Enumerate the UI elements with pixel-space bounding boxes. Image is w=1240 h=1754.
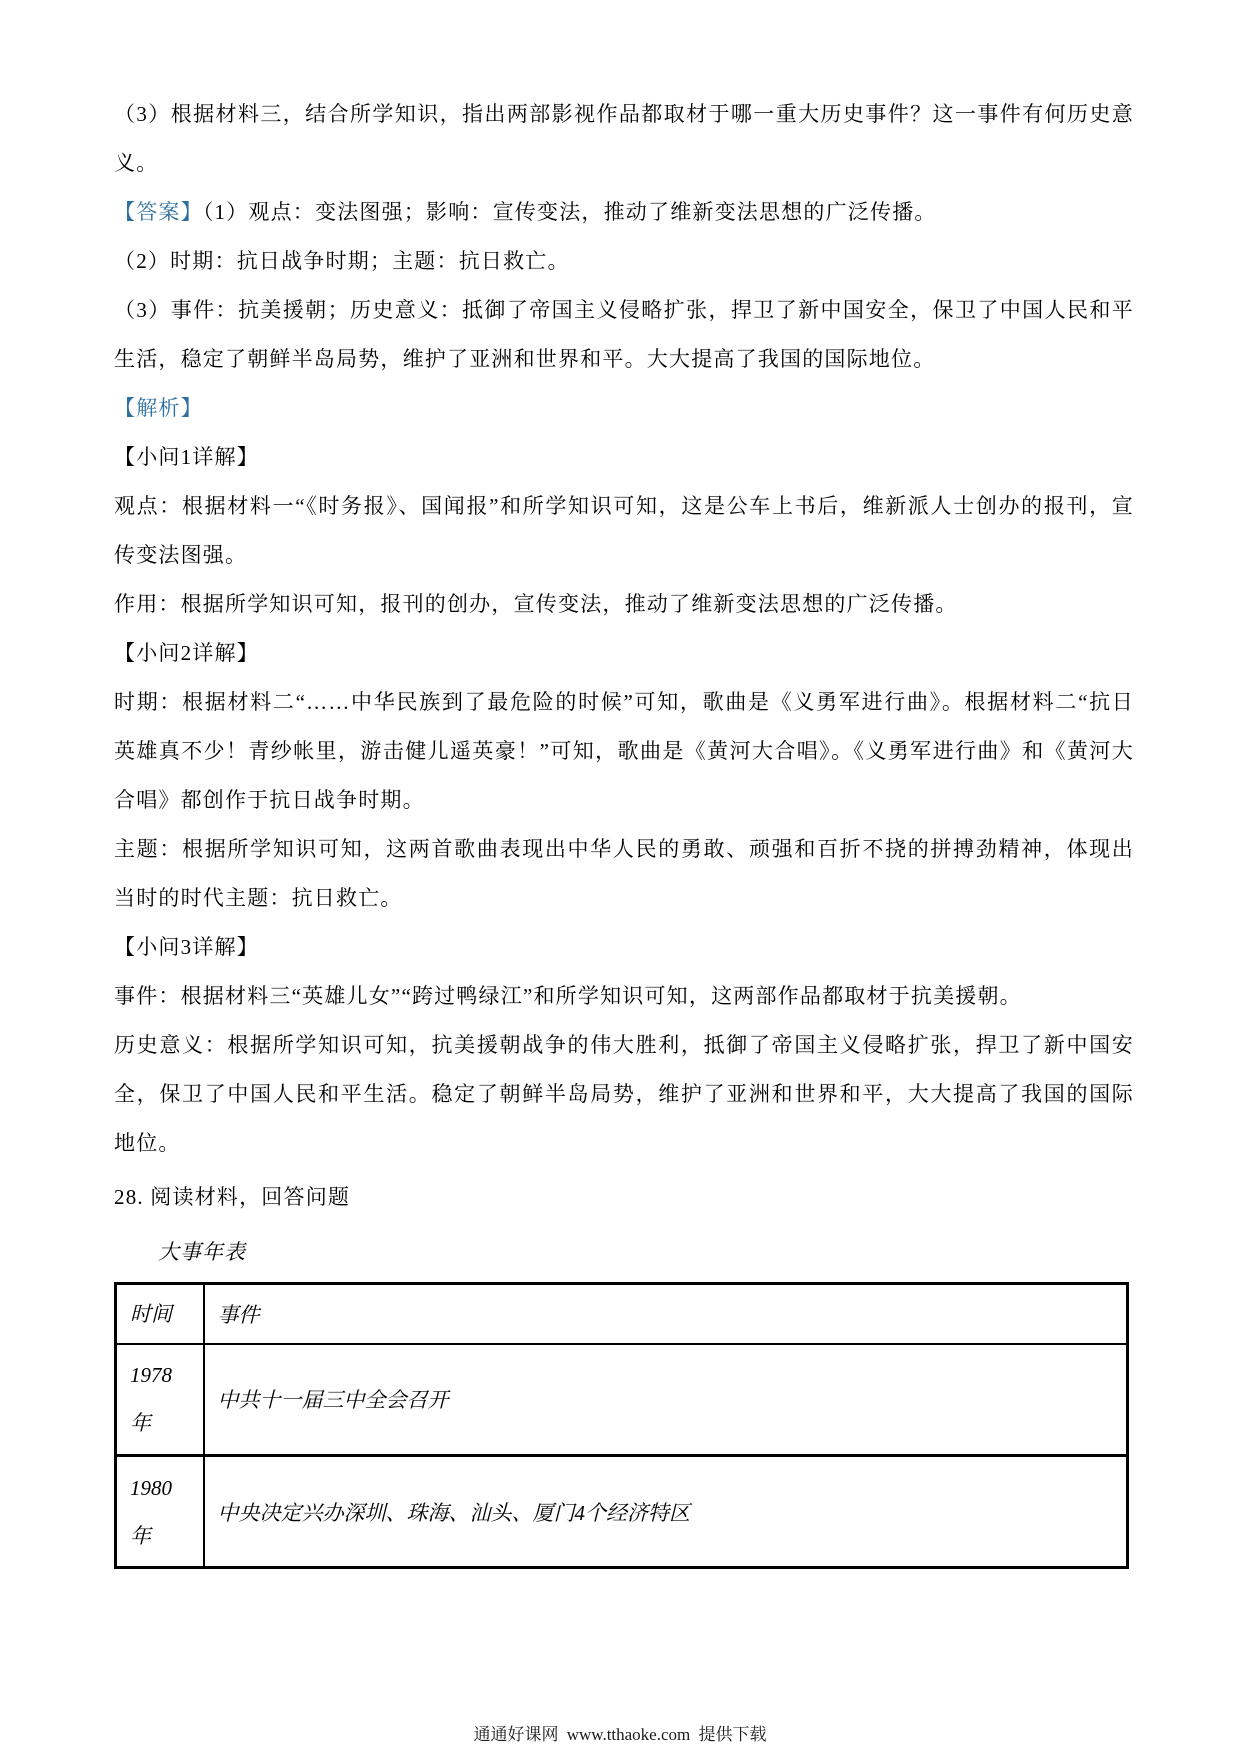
subquestion-1-paragraph-1: 观点：根据材料一“《时务报》、国闻报”和所学知识可知，这是公车上书后，维新派人士创办的报刊，宣传变法图强。	[114, 494, 1134, 567]
question-28-prompt: 28. 阅读材料，回答问题	[114, 1185, 351, 1209]
table-row-1980	[116, 1456, 1128, 1568]
table-cell-time-1978: 1978年	[116, 1344, 204, 1456]
page-footer: 通通好课网 www.tthaoke.com 提供下载	[473, 1725, 767, 1744]
table-cell-event-1980: 中央决定兴办深圳、珠海、汕头、厦门4个经济特区	[204, 1456, 1128, 1568]
table-cell-event-1978: 中共十一届三中全会召开	[204, 1344, 1128, 1456]
answer-label: 【答案】	[114, 200, 203, 224]
subquestion-2-heading: 【小问2详解】	[114, 641, 259, 665]
analysis-paragraph	[114, 384, 1134, 433]
answer-item-2: （2）时期：抗日战争时期；主题：抗日救亡。	[114, 249, 570, 273]
table-cell-time-1980: 1980年	[116, 1456, 204, 1568]
subquestion-2-paragraph-2: 主题：根据所学知识可知，这两首歌曲表现出中华人民的勇敢、顽强和百折不挠的拼搏劲精神，体现出当时的时代主题：抗日救亡。	[114, 837, 1134, 910]
events-table-caption: 大事年表	[158, 1240, 246, 1264]
subquestion-3-paragraph-2: 历史意义：根据所学知识可知，抗美援朝战争的伟大胜利，抵御了帝国主义侵略扩张，捍卫了新中国安全，保卫了中国人民和平生活。稳定了朝鲜半岛局势，维护了亚洲和世界和平，大大提高了我国的国际地位。	[114, 1033, 1134, 1155]
analysis-label: 【解析】	[114, 396, 203, 420]
subquestion-2-paragraph-1: 时期：根据材料二“……中华民族到了最危险的时候”可知，歌曲是《义勇军进行曲》。根据材料二“抗日英雄真不少！青纱帐里，游击健儿遥英豪！”可知，歌曲是《黄河大合唱》。《义勇军进行曲》和《黄河大合唱》都创作于抗日战争时期。	[114, 690, 1134, 812]
events-table	[114, 1282, 1129, 1569]
subquestion-1-paragraph-2: 作用：根据所学知识可知，报刊的创办，宣传变法，推动了维新变法思想的广泛传播。	[114, 592, 958, 616]
answer-paragraph-1	[114, 188, 1134, 237]
answer-item-3: （3）事件：抗美援朝；历史意义：抵御了帝国主义侵略扩张，捍卫了新中国安全，保卫了中国人民和平生活，稳定了朝鲜半岛局势，维护了亚洲和世界和平。大大提高了我国的国际地位。	[114, 298, 1134, 371]
table-header-time: 时间	[116, 1284, 204, 1344]
subquestion-1-heading: 【小问1详解】	[114, 445, 259, 469]
question-part3-text: （3）根据材料三，结合所学知识，指出两部影视作品都取材于哪一重大历史事件？这一事件有何历史意义。	[114, 102, 1134, 175]
table-row-1978	[116, 1344, 1128, 1456]
subquestion-3-paragraph-1: 事件：根据材料三“英雄儿女”“跨过鸭绿江”和所学知识可知，这两部作品都取材于抗美援朝。	[114, 984, 1022, 1008]
answer-item-1: （1）观点：变法图强；影响：宣传变法，推动了维新变法思想的广泛传播。	[202, 200, 937, 224]
table-header-event: 事件	[204, 1284, 1128, 1344]
subquestion-3-heading: 【小问3详解】	[114, 935, 259, 959]
document-body	[114, 90, 1134, 1569]
table-header-row	[116, 1284, 1128, 1344]
